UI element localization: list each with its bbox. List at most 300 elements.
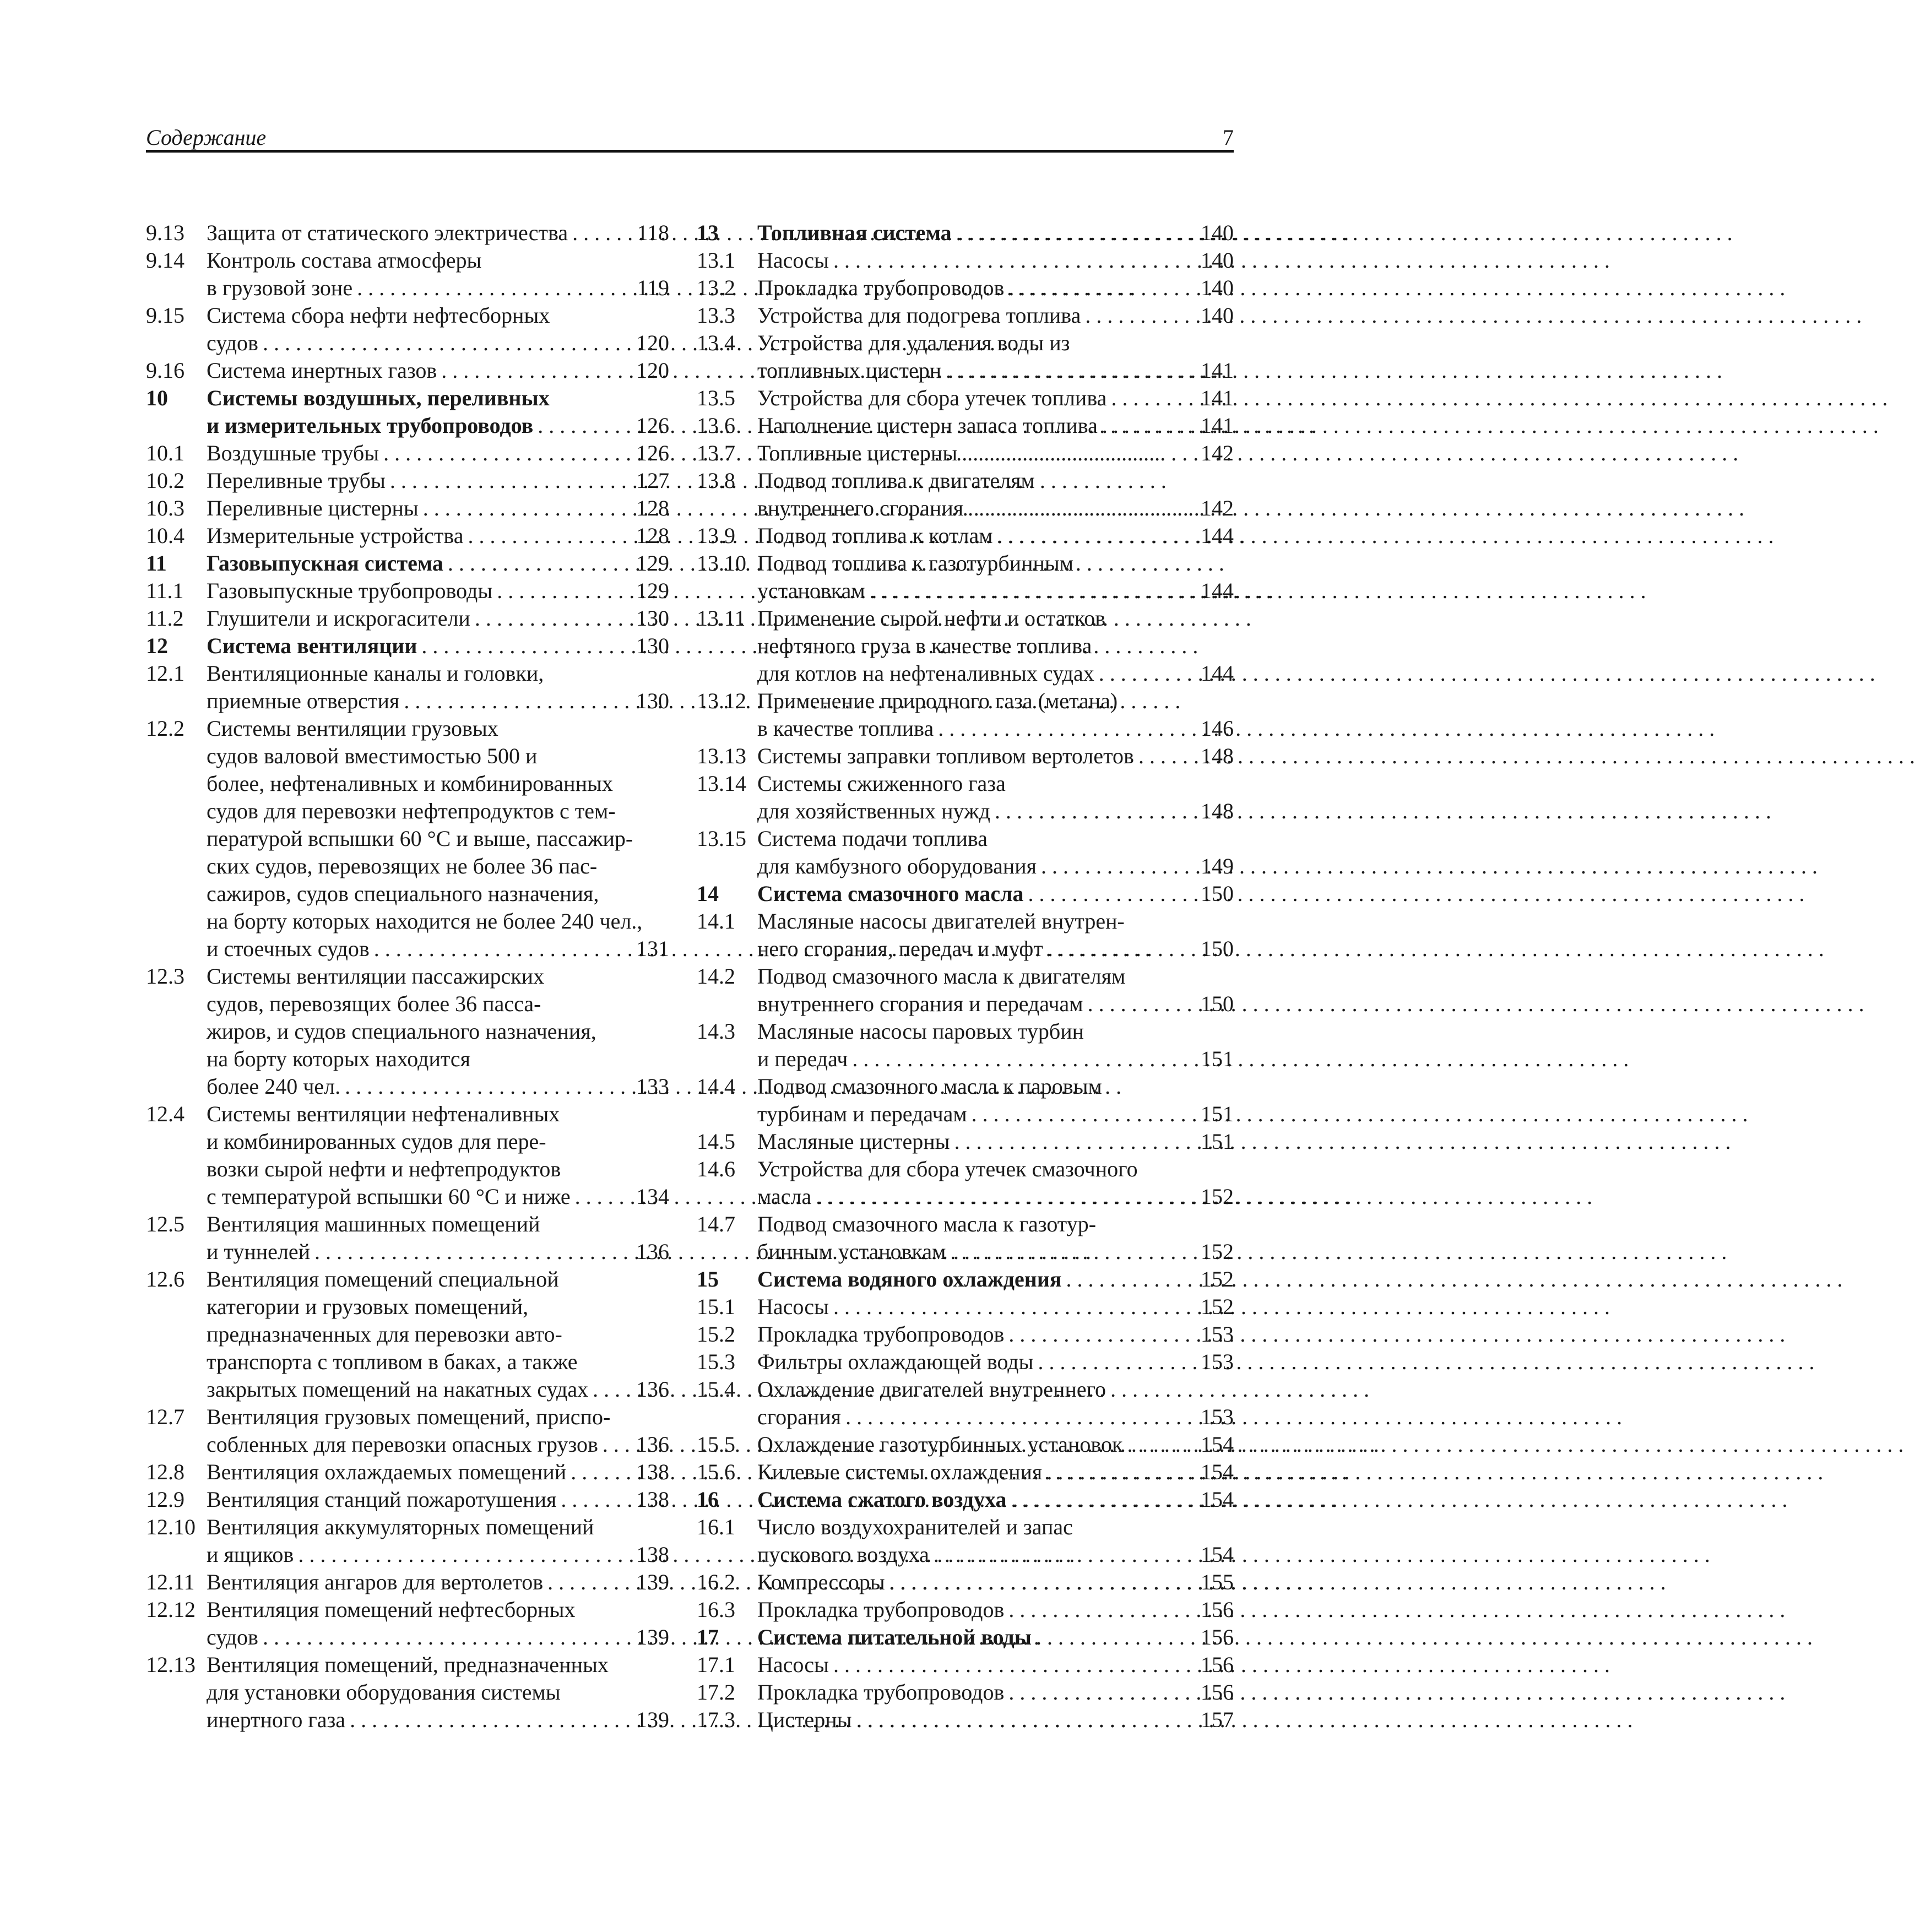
toc-entry-text: жиров, и судов специального назначения, bbox=[207, 1019, 596, 1044]
dot-leader bbox=[470, 605, 630, 632]
toc-entry bbox=[146, 357, 669, 384]
toc-entry-title bbox=[207, 632, 669, 660]
toc-entry-line bbox=[207, 412, 669, 439]
toc-entry-text: для установки оборудования системы bbox=[207, 1680, 561, 1705]
toc-entry-number: 12.6 bbox=[146, 1267, 185, 1291]
toc-entry-line bbox=[207, 1376, 669, 1403]
toc-entry-text: Прокладка трубопроводов bbox=[757, 1680, 1005, 1705]
toc-entry-text: Цистерны bbox=[757, 1707, 852, 1732]
toc-entry-line bbox=[207, 1293, 669, 1321]
toc-entry-page: 150 bbox=[1201, 936, 1234, 961]
toc-entry-page: 128 bbox=[636, 496, 669, 520]
toc-entry-page: 150 bbox=[1201, 881, 1234, 906]
toc-entry-page: 139 bbox=[636, 1625, 669, 1649]
toc-entry-title bbox=[757, 467, 1234, 522]
toc-entry-text: закрытых помещений на накатных судах bbox=[207, 1377, 589, 1402]
toc-entry-line bbox=[757, 1569, 1234, 1596]
toc-entry-title bbox=[207, 1569, 669, 1596]
dot-leader bbox=[533, 412, 630, 439]
toc-entry bbox=[697, 908, 1234, 963]
toc-entry-title bbox=[757, 1073, 1234, 1128]
toc-entry bbox=[697, 329, 1234, 384]
toc-entry-line bbox=[757, 605, 1234, 632]
toc-entry bbox=[146, 605, 669, 632]
toc-entry-title bbox=[207, 715, 669, 963]
toc-entry-text: сажиров, судов специального назначения, bbox=[207, 881, 599, 906]
toc-entry-text: Система подачи топлива bbox=[757, 826, 988, 851]
toc-entry-text: судов для перевозки нефтепродуктов с тем- bbox=[207, 799, 616, 823]
toc-entry-title bbox=[757, 247, 1234, 274]
toc-entry-line bbox=[757, 577, 1234, 605]
toc-entry-title bbox=[207, 384, 669, 439]
toc-entry bbox=[146, 1403, 669, 1458]
toc-entry-line bbox=[757, 742, 1234, 770]
toc-entry-line bbox=[757, 1486, 1234, 1513]
dot-leader bbox=[294, 1541, 630, 1569]
toc-entry-number: 12.1 bbox=[146, 661, 185, 686]
toc-entry-text: Насосы bbox=[757, 1652, 829, 1677]
toc-entry-title bbox=[207, 605, 669, 632]
toc-entry-page: 144 bbox=[1201, 661, 1234, 686]
toc-entry-text: Система сжатого воздуха bbox=[757, 1487, 1007, 1512]
toc-entry-line bbox=[207, 1073, 669, 1100]
toc-entry-text: бинным установкам bbox=[757, 1239, 946, 1264]
toc-entry bbox=[697, 1679, 1234, 1706]
toc-entry bbox=[697, 880, 1234, 908]
toc-entry-line bbox=[207, 1513, 669, 1541]
toc-entry-number: 13.1 bbox=[697, 248, 735, 273]
toc-entry-page: 138 bbox=[636, 1487, 669, 1512]
toc-entry-page: 128 bbox=[636, 523, 669, 548]
toc-entry-line bbox=[207, 467, 669, 495]
dot-leader bbox=[811, 1183, 1194, 1211]
toc-entry-page: 156 bbox=[1201, 1680, 1234, 1705]
toc-entry-page: 130 bbox=[636, 633, 669, 658]
toc-entry-number: 12.9 bbox=[146, 1487, 185, 1512]
toc-entry-number: 13.9 bbox=[697, 523, 735, 548]
dot-leader bbox=[1004, 1679, 1194, 1706]
toc-entry-line bbox=[207, 605, 669, 632]
toc-entry-line bbox=[207, 357, 669, 384]
toc-entry-text: Насосы bbox=[757, 248, 829, 273]
toc-entry-line bbox=[207, 1651, 669, 1679]
toc-entry-text: судов bbox=[207, 330, 258, 355]
toc-entry-number: 15.3 bbox=[697, 1349, 735, 1374]
toc-entry-line bbox=[207, 908, 669, 935]
toc-entry bbox=[697, 1018, 1234, 1073]
toc-entry-line bbox=[207, 1183, 669, 1211]
toc-entry-line bbox=[207, 687, 669, 715]
toc-entry-number: 17 bbox=[697, 1625, 719, 1649]
toc-entry-text: Системы вентиляции пассажирских bbox=[207, 964, 545, 989]
dot-leader bbox=[1122, 1431, 1194, 1458]
dot-leader bbox=[950, 1128, 1194, 1155]
toc-entry-line bbox=[757, 439, 1234, 467]
toc-entry-line bbox=[757, 467, 1234, 495]
dot-leader bbox=[1034, 1348, 1194, 1376]
toc-entry-text: Подвод топлива к газотурбинным bbox=[757, 551, 1074, 576]
toc-entry-text: Топливная система bbox=[757, 220, 952, 245]
dot-leader bbox=[437, 357, 630, 384]
toc-entry-number: 11.1 bbox=[146, 578, 184, 603]
toc-entry-number: 16 bbox=[697, 1487, 719, 1512]
toc-entry-line bbox=[207, 825, 669, 853]
toc-column-right bbox=[697, 219, 1234, 1734]
toc-entry-line bbox=[207, 302, 669, 329]
toc-entry bbox=[697, 467, 1234, 522]
toc-entry-number: 9.15 bbox=[146, 303, 185, 328]
dot-leader bbox=[370, 935, 630, 963]
toc-entry-text: на борту которых находится bbox=[207, 1046, 471, 1071]
toc-entry-title bbox=[207, 1651, 669, 1734]
toc-entry-title bbox=[757, 1458, 1234, 1486]
dot-leader bbox=[568, 219, 630, 247]
toc-entry-text: Система питательной воды bbox=[757, 1625, 1032, 1649]
toc-entry-title bbox=[757, 1266, 1234, 1293]
toc-entry-page: 152 bbox=[1201, 1267, 1234, 1291]
toc-entry-page: 130 bbox=[636, 606, 669, 631]
toc-entry-page: 119 bbox=[637, 275, 669, 300]
toc-entry-number: 14.4 bbox=[697, 1074, 735, 1099]
toc-entry-title bbox=[757, 439, 1234, 467]
toc-entry-line bbox=[207, 1045, 669, 1073]
toc-entry-title bbox=[207, 247, 669, 302]
toc-entry-title bbox=[207, 219, 669, 247]
toc-entry bbox=[146, 1458, 669, 1486]
toc-entry-page: 149 bbox=[1201, 854, 1234, 878]
toc-entry-line bbox=[757, 550, 1234, 577]
toc-entry bbox=[146, 660, 669, 715]
toc-entry-number: 13.12 bbox=[697, 688, 746, 713]
toc-entry-text: Устройства для сбора утечек смазочного bbox=[757, 1157, 1138, 1181]
toc-entry-number: 9.16 bbox=[146, 358, 185, 383]
toc-entry-line bbox=[207, 219, 669, 247]
toc-entry-text: сгорания bbox=[757, 1404, 842, 1429]
toc-entry-line bbox=[757, 963, 1234, 990]
dot-leader bbox=[829, 1293, 1194, 1321]
toc-entry-page: 152 bbox=[1201, 1184, 1234, 1209]
toc-entry-line bbox=[757, 1128, 1234, 1155]
toc-entry-page: 156 bbox=[1201, 1625, 1234, 1649]
dot-leader bbox=[464, 522, 630, 550]
dot-leader bbox=[1106, 384, 1194, 412]
toc-entry-text: внутреннего сгорания bbox=[757, 496, 964, 520]
toc-entry bbox=[697, 247, 1234, 274]
toc-entry-title bbox=[757, 1513, 1234, 1569]
dot-leader bbox=[990, 797, 1194, 825]
toc-entry bbox=[697, 1073, 1234, 1128]
toc-entry-line bbox=[757, 908, 1234, 935]
toc-entry-line bbox=[757, 1045, 1234, 1073]
dot-leader bbox=[492, 577, 630, 605]
toc-entry-page: 140 bbox=[1201, 275, 1234, 300]
toc-entry-text: Контроль состава атмосферы bbox=[207, 248, 482, 273]
toc-entry-line bbox=[757, 825, 1234, 853]
toc-entry-line bbox=[207, 963, 669, 990]
toc-entry-line bbox=[757, 1403, 1234, 1431]
toc-entry-number: 17.2 bbox=[697, 1680, 735, 1705]
toc-entry-page: 126 bbox=[636, 441, 669, 465]
toc-entry-page: 148 bbox=[1201, 799, 1234, 823]
toc-entry-text: и ящиков bbox=[207, 1542, 294, 1567]
toc-entry bbox=[697, 1458, 1234, 1486]
toc-entry-line bbox=[757, 1211, 1234, 1238]
toc-entry-text: внутреннего сгорания и передачам bbox=[757, 991, 1083, 1016]
toc-entry-number: 13.2 bbox=[697, 275, 735, 300]
dot-leader bbox=[952, 219, 1194, 247]
dot-leader bbox=[967, 1100, 1194, 1128]
toc-entry-page: 120 bbox=[636, 358, 669, 383]
toc-entry-page: 129 bbox=[636, 551, 669, 576]
toc-entry-line bbox=[757, 1321, 1234, 1348]
toc-entry bbox=[697, 1569, 1234, 1596]
toc-entry-line bbox=[757, 715, 1234, 742]
toc-entry-text: Масляные насосы паровых турбин bbox=[757, 1019, 1084, 1044]
toc-entry-line bbox=[207, 1128, 669, 1155]
toc-entry-text: Масляные насосы двигателей внутрен- bbox=[757, 909, 1125, 934]
toc-entry-page: 144 bbox=[1201, 578, 1234, 603]
toc-entry-number: 12.5 bbox=[146, 1212, 185, 1236]
toc-entry-title bbox=[757, 908, 1234, 963]
toc-entry-line bbox=[207, 522, 669, 550]
dot-leader bbox=[934, 715, 1194, 742]
toc-entry-title bbox=[207, 963, 669, 1100]
toc-entry bbox=[146, 963, 669, 1100]
toc-entry-line bbox=[757, 1541, 1234, 1569]
toc-entry-text: Масляные цистерны bbox=[757, 1129, 950, 1154]
toc-entry-text: для камбузного оборудования bbox=[757, 854, 1037, 878]
toc-entry-line bbox=[757, 1183, 1234, 1211]
dot-leader bbox=[1032, 1624, 1194, 1651]
dot-leader bbox=[379, 439, 630, 467]
toc-entry-page: 131 bbox=[636, 936, 669, 961]
toc-entry-text: Подвод топлива к двигателям bbox=[757, 468, 1035, 493]
toc-entry-page: 154 bbox=[1201, 1487, 1234, 1512]
toc-entry-title bbox=[207, 1403, 669, 1458]
toc-entry-page: 144 bbox=[1201, 523, 1234, 548]
dot-leader bbox=[946, 1238, 1194, 1266]
toc-entry-text: Насосы bbox=[757, 1294, 829, 1319]
toc-entry bbox=[697, 770, 1234, 825]
dot-leader bbox=[310, 1238, 630, 1266]
toc-entry-text: ских судов, перевозящих не более 36 пас- bbox=[207, 854, 598, 878]
toc-entry-line bbox=[207, 384, 669, 412]
toc-entry bbox=[697, 1348, 1234, 1376]
toc-entry-number: 12.7 bbox=[146, 1404, 185, 1429]
toc-entry-text: нефтяного груза в качестве топлива bbox=[757, 633, 1092, 658]
toc-entry-title bbox=[757, 412, 1234, 439]
toc-entry bbox=[146, 439, 669, 467]
toc-entry-line bbox=[207, 1679, 669, 1706]
toc-entry-text: Система вентиляции bbox=[207, 633, 417, 658]
toc-entry-text: Измерительные устройства bbox=[207, 523, 464, 548]
page-number: 7 bbox=[1223, 125, 1234, 150]
toc-entry-title bbox=[757, 219, 1234, 247]
toc-entry-number: 12.3 bbox=[146, 964, 185, 989]
toc-entry-number: 13.13 bbox=[697, 744, 746, 768]
dot-leader bbox=[1094, 660, 1194, 687]
dot-leader bbox=[963, 495, 1194, 522]
dot-leader bbox=[1134, 742, 1194, 770]
toc-entry-number: 13.15 bbox=[697, 826, 746, 851]
toc-entry-text: Газовыпускная система bbox=[207, 551, 443, 576]
toc-entry-text: для котлов на нефтеналивных судах bbox=[757, 661, 1094, 686]
toc-entry-line bbox=[757, 219, 1234, 247]
toc-entry-text: Системы вентиляции грузовых bbox=[207, 716, 498, 741]
toc-entry-title bbox=[757, 880, 1234, 908]
toc-entry bbox=[697, 742, 1234, 770]
toc-entry-line bbox=[207, 880, 669, 908]
toc-entry-line bbox=[757, 357, 1234, 384]
toc-entry-number: 10 bbox=[146, 386, 168, 410]
dot-leader bbox=[957, 439, 1194, 467]
toc-entry-number: 16.1 bbox=[697, 1515, 735, 1539]
toc-entry-line bbox=[207, 1321, 669, 1348]
toc-entry-text: него сгорания, передач и муфт bbox=[757, 936, 1043, 961]
toc-entry-number: 14.7 bbox=[697, 1212, 735, 1236]
toc-entry-text: Прокладка трубопроводов bbox=[757, 275, 1005, 300]
toc-entry-line bbox=[207, 1458, 669, 1486]
toc-entry-text: Вентиляция аккумуляторных помещений bbox=[207, 1515, 594, 1539]
toc-entry-title bbox=[207, 1458, 669, 1486]
toc-entry-title bbox=[757, 605, 1234, 687]
toc-entry bbox=[697, 1651, 1234, 1679]
toc-entry-line bbox=[207, 632, 669, 660]
toc-entry-text: и комбинированных судов для пере- bbox=[207, 1129, 546, 1154]
toc-entry-text: и измерительных трубопроводов bbox=[207, 413, 534, 438]
toc-entry-text: более, нефтеналивных и комбинированных bbox=[207, 771, 613, 796]
toc-entry-title bbox=[757, 522, 1234, 550]
toc-entry-line bbox=[757, 990, 1234, 1018]
toc-entry-title bbox=[207, 577, 669, 605]
toc-entry-title bbox=[207, 357, 669, 384]
toc-entry bbox=[697, 605, 1234, 687]
toc-entry bbox=[697, 550, 1234, 605]
toc-entry-page: 154 bbox=[1201, 1432, 1234, 1457]
header-rule bbox=[146, 150, 1234, 153]
toc-entry-page: 151 bbox=[1201, 1046, 1234, 1071]
toc-entry-page: 129 bbox=[636, 578, 669, 603]
toc-entry-text: Вентиляция станций пожаротушения bbox=[207, 1487, 557, 1512]
toc-entry-text: Воздушные трубы bbox=[207, 441, 379, 465]
toc-entry-page: 136 bbox=[636, 1239, 669, 1264]
toc-entry-line bbox=[757, 1431, 1234, 1458]
toc-entry-text: Подвод смазочного масла к двигателям bbox=[757, 964, 1126, 989]
toc-entry-text: Вентиляция ангаров для вертолетов bbox=[207, 1570, 544, 1594]
toc-entry-text: Газовыпускные трубопроводы bbox=[207, 578, 493, 603]
dot-leader bbox=[1042, 1458, 1194, 1486]
toc-entry-text: Прокладка трубопроводов bbox=[757, 1597, 1005, 1622]
toc-entry-title bbox=[207, 1596, 669, 1651]
dot-leader bbox=[1024, 880, 1194, 908]
toc-entry-line bbox=[757, 935, 1234, 963]
toc-entry-title bbox=[757, 1211, 1234, 1266]
dot-leader bbox=[399, 687, 630, 715]
toc-entry-number: 13.7 bbox=[697, 441, 735, 465]
toc-entry bbox=[697, 274, 1234, 302]
toc-entry-title bbox=[757, 274, 1234, 302]
toc-entry bbox=[146, 1100, 669, 1211]
toc-entry-line bbox=[757, 660, 1234, 687]
dot-leader bbox=[1037, 853, 1194, 880]
toc-entry bbox=[146, 1266, 669, 1403]
toc-entry-line bbox=[757, 1018, 1234, 1045]
toc-entry-text: более 240 чел. bbox=[207, 1074, 341, 1099]
toc-entry-title bbox=[207, 439, 669, 467]
toc-entry-line bbox=[207, 495, 669, 522]
toc-entry-line bbox=[207, 797, 669, 825]
toc-entry-text: судов bbox=[207, 1625, 258, 1649]
toc-entry-line bbox=[757, 1458, 1234, 1486]
toc-entry bbox=[697, 1321, 1234, 1348]
toc-entry-page: 156 bbox=[1201, 1597, 1234, 1622]
toc-entry-number: 14.3 bbox=[697, 1019, 735, 1044]
toc-entry-line bbox=[757, 687, 1234, 715]
toc-entry-text: Система сбора нефти нефтесборных bbox=[207, 303, 550, 328]
toc-entry-number: 10.1 bbox=[146, 441, 185, 465]
toc-entry-line bbox=[207, 1211, 669, 1238]
toc-entry-text: с температурой вспышки 60 °С и ниже bbox=[207, 1184, 571, 1209]
toc-entry-title bbox=[757, 384, 1234, 412]
toc-entry-title bbox=[207, 1266, 669, 1403]
toc-entry-line bbox=[207, 660, 669, 687]
dot-leader bbox=[929, 1541, 1194, 1569]
toc-entry-text: Применение сырой нефти и остатков bbox=[757, 606, 1106, 631]
toc-entry-line bbox=[207, 1348, 669, 1376]
toc-entry-title bbox=[757, 963, 1234, 1018]
toc-entry-text: Системы сжиженного газа bbox=[757, 771, 1006, 796]
toc-entry-line bbox=[207, 247, 669, 274]
toc-entry-line bbox=[207, 1596, 669, 1624]
toc-entry-line bbox=[757, 1155, 1234, 1183]
toc-entry-line bbox=[207, 1431, 669, 1458]
toc-entry bbox=[146, 384, 669, 439]
toc-entry-title bbox=[757, 1155, 1234, 1211]
toc-entry-number: 13.10 bbox=[697, 551, 746, 576]
toc-entry-text: Подвод смазочного масла к газотур- bbox=[757, 1212, 1097, 1236]
toc-entry-number: 10.4 bbox=[146, 523, 185, 548]
toc-entry-page: 141 bbox=[1201, 413, 1234, 438]
toc-entry-text: Системы вентиляции нефтеналивных bbox=[207, 1101, 560, 1126]
toc-entry-line bbox=[757, 1293, 1234, 1321]
toc-entry-text: Глушители и искрогасители bbox=[207, 606, 470, 631]
toc-entry-number: 15.1 bbox=[697, 1294, 735, 1319]
toc-entry-text: Система водяного охлаждения bbox=[757, 1267, 1062, 1291]
toc-entry-text: Вентиляция помещений нефтесборных bbox=[207, 1597, 576, 1622]
toc-entry-line bbox=[757, 274, 1234, 302]
toc-entry-text: для хозяйственных нужд bbox=[757, 799, 990, 823]
dot-leader bbox=[258, 329, 630, 357]
toc-entry-text: Охлаждение двигателей внутреннего bbox=[757, 1377, 1106, 1402]
toc-entry-page: 118 bbox=[637, 220, 669, 245]
dot-leader bbox=[885, 1569, 1194, 1596]
toc-entry-number: 13.14 bbox=[697, 771, 746, 796]
toc-entry-page: 139 bbox=[636, 1570, 669, 1594]
toc-entry-number: 10.3 bbox=[146, 496, 185, 520]
toc-entry-text: Подвод смазочного масла к паровым bbox=[757, 1074, 1102, 1099]
toc-entry-number: 17.1 bbox=[697, 1652, 735, 1677]
toc-entry-title bbox=[757, 1321, 1234, 1348]
toc-entry-line bbox=[207, 935, 669, 963]
toc-entry-number: 9.14 bbox=[146, 248, 185, 273]
toc-entry-number: 16.3 bbox=[697, 1597, 735, 1622]
dot-leader bbox=[1006, 1486, 1194, 1513]
toc-entry bbox=[146, 247, 669, 302]
dot-leader bbox=[848, 1045, 1194, 1073]
toc-entry-text: возки сырой нефти и нефтепродуктов bbox=[207, 1157, 561, 1181]
toc-entry bbox=[146, 467, 669, 495]
toc-entry-number: 11.2 bbox=[146, 606, 184, 631]
